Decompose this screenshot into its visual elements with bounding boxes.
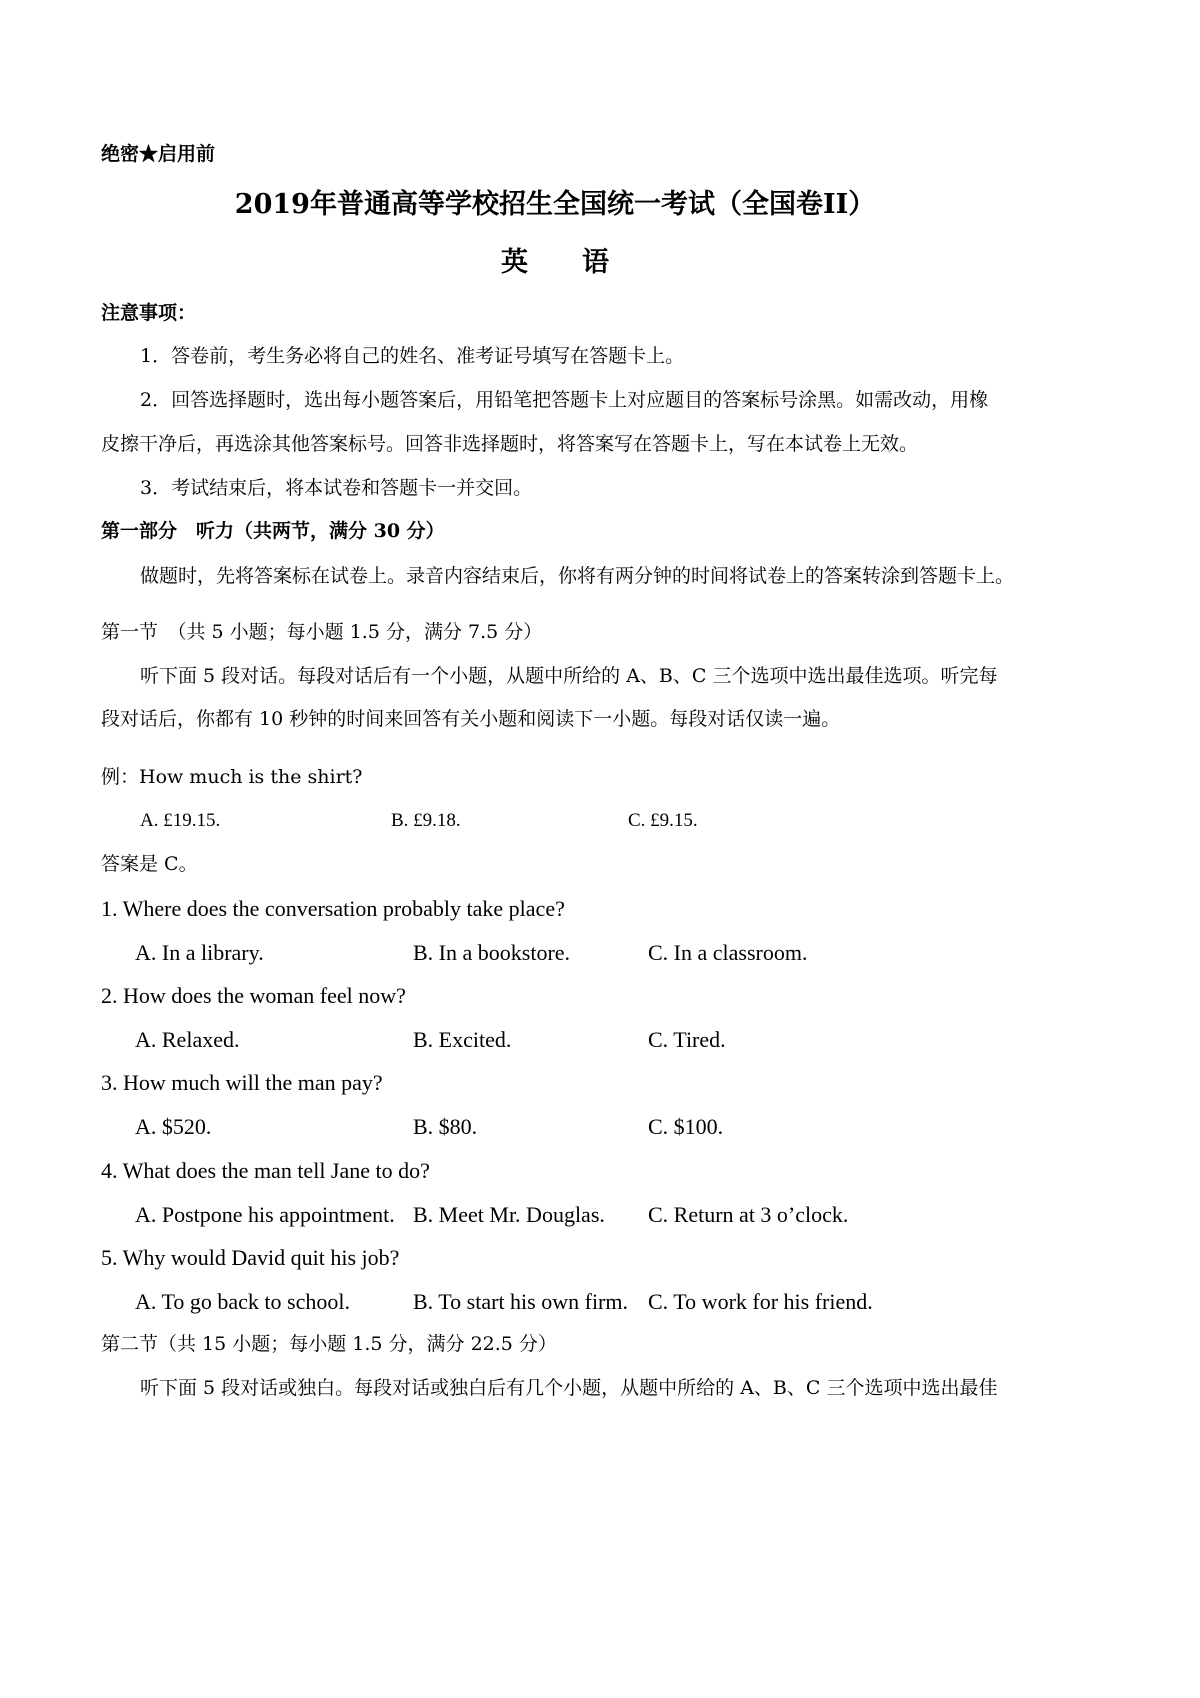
question-1-option-a: A. In a library. bbox=[135, 940, 264, 965]
section1-heading: 第一节 （共 5 小题；每小题 1.5 分，满分 7.5 分） bbox=[101, 621, 543, 643]
question-4: 4. What does the man tell Jane to do? bbox=[101, 1158, 430, 1183]
question-3-option-b: B. $80. bbox=[413, 1114, 478, 1139]
exam-title: 2019年普通高等学校招生全国统一考试（全国卷II） bbox=[234, 189, 876, 220]
section1-instruction-line-1: 听下面 5 段对话。每段对话后有一个小题，从题中所给的 A、B、C 三个选项中选出最佳选项。听完每 bbox=[140, 665, 998, 687]
question-2-option-c: C. Tired. bbox=[648, 1027, 726, 1052]
subject-title: 英 语 bbox=[501, 247, 609, 278]
question-4-option-c: C. Return at 3 o’clock. bbox=[648, 1202, 849, 1227]
example-option-b: B. £9.18. bbox=[391, 810, 461, 831]
question-1-option-c: C. In a classroom. bbox=[648, 940, 808, 965]
question-2-option-a: A. Relaxed. bbox=[135, 1027, 240, 1052]
question-4-option-a: A. Postpone his appointment. bbox=[135, 1202, 395, 1227]
question-4-option-b: B. Meet Mr. Douglas. bbox=[413, 1202, 605, 1227]
notice-heading: 注意事项： bbox=[101, 302, 197, 324]
section1-instruction-line-2: 段对话后，你都有 10 秒钟的时间来回答有关小题和阅读下一小题。每段对话仅读一遍。 bbox=[101, 708, 841, 730]
question-5: 5. Why would David quit his job? bbox=[101, 1245, 400, 1270]
question-2-option-b: B. Excited. bbox=[413, 1027, 512, 1052]
part1-instruction: 做题时，先将答案标在试卷上。录音内容结束后，你将有两分钟的时间将试卷上的答案转涂到答题卡上。 bbox=[140, 565, 1015, 587]
notice-item-2-line-2: 皮擦干净后，再选涂其他答案标号。回答非选择题时，将答案写在答题卡上，写在本试卷上无效。 bbox=[101, 433, 919, 455]
example-option-c: C. £9.15. bbox=[628, 810, 698, 831]
notice-item-2-line-1: 2．回答选择题时，选出每小题答案后，用铅笔把答题卡上对应题目的答案标号涂黑。如需改动，用橡 bbox=[140, 389, 989, 411]
question-5-option-a: A. To go back to school. bbox=[135, 1289, 350, 1314]
notice-item-3: 3．考试结束后，将本试卷和答题卡一并交回。 bbox=[140, 477, 533, 499]
confidential-label: 绝密★启用前 bbox=[101, 143, 216, 165]
question-1-option-b: B. In a bookstore. bbox=[413, 940, 571, 965]
question-5-option-c: C. To work for his friend. bbox=[648, 1289, 873, 1314]
question-3-option-a: A. $520. bbox=[135, 1114, 212, 1139]
question-3-option-c: C. $100. bbox=[648, 1114, 724, 1139]
question-3: 3. How much will the man pay? bbox=[101, 1070, 383, 1095]
question-5-option-b: B. To start his own firm. bbox=[413, 1289, 628, 1314]
question-1: 1. Where does the conversation probably take place? bbox=[101, 896, 565, 921]
section2-heading: 第二节（共 15 小题；每小题 1.5 分，满分 22.5 分） bbox=[101, 1333, 557, 1355]
part1-heading: 第一部分 听力（共两节，满分 30 分） bbox=[101, 520, 445, 542]
example-answer: 答案是 C。 bbox=[101, 853, 198, 875]
section2-instruction-line-1: 听下面 5 段对话或独白。每段对话或独白后有几个小题，从题中所给的 A、B、C 三个选项中选出最佳 bbox=[140, 1377, 998, 1399]
notice-item-1: 1．答卷前，考生务必将自己的姓名、准考证号填写在答题卡上。 bbox=[140, 345, 685, 367]
example-option-a: A. £19.15. bbox=[140, 810, 221, 831]
example-question: 例：How much is the shirt? bbox=[101, 766, 363, 788]
question-2: 2. How does the woman feel now? bbox=[101, 983, 406, 1008]
